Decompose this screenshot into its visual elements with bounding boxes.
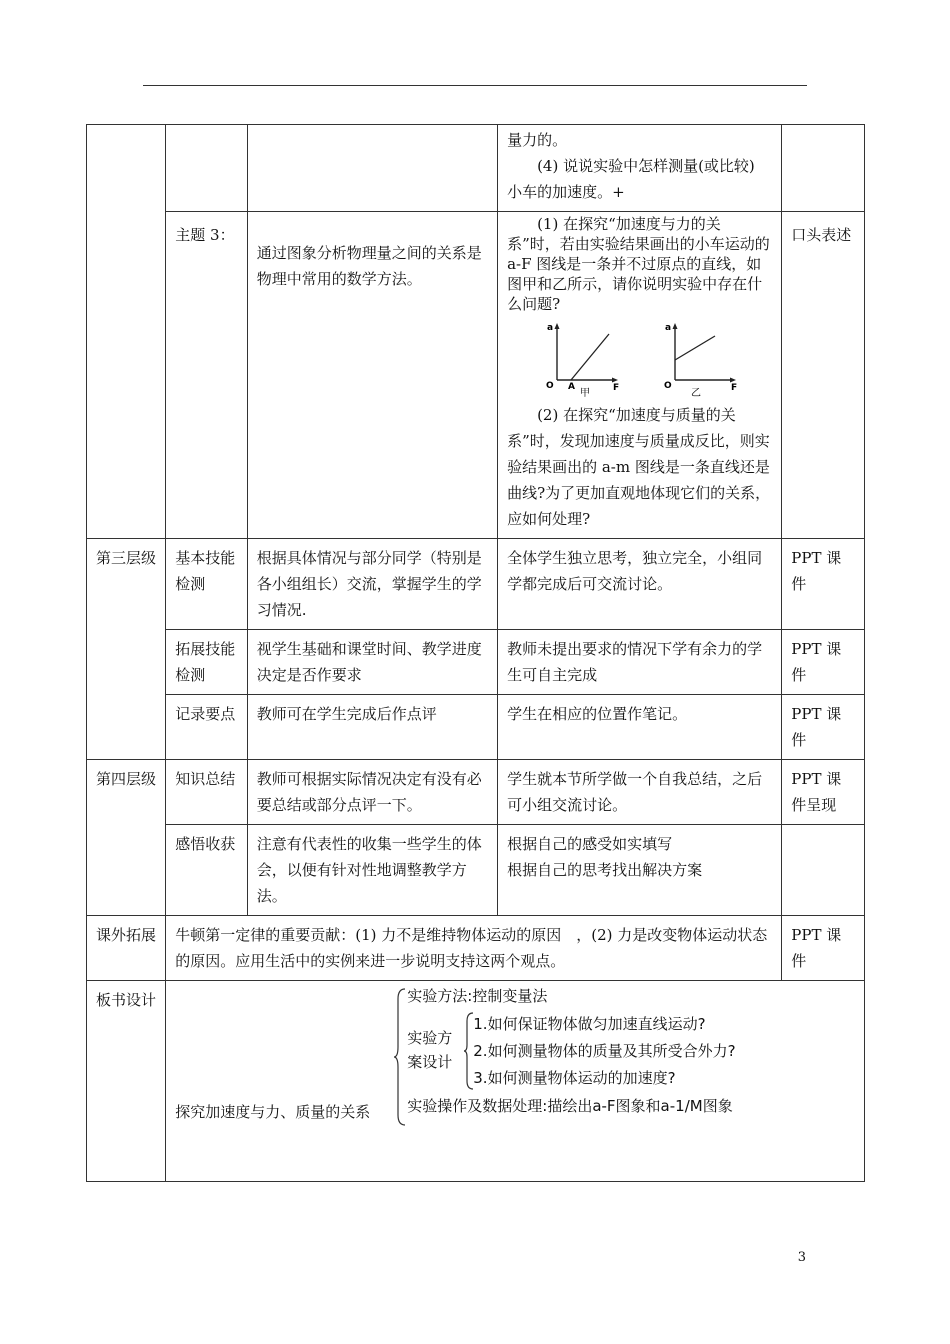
- board-design-item: 3.如何测量物体运动的加速度?: [473, 1069, 676, 1087]
- table-row: [87, 981, 865, 1182]
- page-number: 3: [797, 1250, 806, 1265]
- cell: [782, 825, 865, 916]
- outer-brace-icon: [393, 987, 407, 1127]
- cell-text: 视学生基础和课堂时间、教学进度决定是否作要求: [256, 640, 482, 684]
- cell-text: 口头表述: [791, 226, 852, 244]
- cell: [247, 825, 497, 916]
- graph-group: [507, 314, 772, 402]
- graph-axis-x: F: [731, 383, 738, 393]
- table-row: [87, 212, 865, 539]
- cell: [247, 760, 497, 825]
- cell: [166, 125, 248, 212]
- cell: [87, 760, 166, 916]
- cell-text: 学生就本节所学做一个自我总结，之后可小组交流讨论。: [507, 770, 763, 814]
- cell: [87, 539, 166, 760]
- text-line: 根据自己的思考找出解决方案: [507, 861, 703, 879]
- cell: [498, 125, 782, 212]
- cell: [166, 981, 865, 1182]
- graph-axis-x: F: [613, 383, 620, 393]
- blackboard-design: [175, 981, 855, 1181]
- cell: [782, 212, 865, 539]
- cell: [782, 539, 865, 630]
- graph-jia: [545, 320, 623, 398]
- cell: [247, 212, 497, 539]
- cell: [782, 630, 865, 695]
- graph-origin: O: [664, 381, 672, 391]
- cell: [782, 695, 865, 760]
- cell: [166, 212, 248, 539]
- cell: [166, 825, 248, 916]
- level-label: 第四层级: [96, 770, 157, 788]
- cell-text: 记录要点: [175, 705, 236, 723]
- cell-text: PPT 课件: [791, 640, 842, 684]
- cell: [87, 916, 166, 981]
- topic-label: 主题 3：: [175, 226, 235, 244]
- cell-text: 全体学生独立思考，独立完全，小组同学都完成后可交流讨论。: [507, 549, 763, 593]
- question-2: (2) 在探究“加速度与质量的关系”时，发现加速度与质量成反比，则实验结果画出的 a-m 图线是一条直线还是曲线?为了更加直观地体现它们的关系，应如何处理?: [507, 406, 771, 528]
- cell: [166, 916, 782, 981]
- cell-text: PPT 课件: [791, 549, 842, 593]
- text-line: 根据自己的感受如实填写: [507, 835, 673, 853]
- cell: [87, 125, 166, 539]
- cell-text: 教师可根据实际情况决定有没有必要总结或部分点评一下。: [256, 770, 482, 814]
- cell-text: 教师未提出要求的情况下学有余力的学生可自主完成: [507, 640, 763, 684]
- cell-text: PPT 课件: [791, 926, 842, 970]
- cell: [498, 760, 782, 825]
- cell: [247, 125, 497, 212]
- cell: [498, 695, 782, 760]
- cell: [782, 125, 865, 212]
- cell: [166, 630, 248, 695]
- board-design-item: 1.如何保证物体做匀加速直线运动?: [473, 1015, 706, 1033]
- cell: [498, 825, 782, 916]
- cell: [498, 539, 782, 630]
- cell-text: 根据具体情况与部分同学（特别是各小组组长）交流，掌握学生的学习情况.: [256, 549, 482, 619]
- level-label: 课外拓展: [96, 926, 157, 944]
- cell: [782, 916, 865, 981]
- text-line: 量力的。: [507, 131, 568, 149]
- graph-caption: 乙: [691, 388, 702, 398]
- board-design-item: 2.如何测量物体的质量及其所受合外力?: [473, 1042, 736, 1060]
- cell-text: PPT 课件: [791, 705, 842, 749]
- board-title: 探究加速度与力、质量的关系: [175, 1103, 371, 1121]
- board-design-label-1: 实验方: [407, 1029, 453, 1047]
- cell-text: 基本技能检测: [175, 549, 236, 593]
- cell-text: 教师可在学生完成后作点评: [256, 705, 437, 723]
- lesson-plan-table: [86, 124, 865, 1182]
- cell: [247, 695, 497, 760]
- header-rule: [143, 85, 807, 86]
- graph-yi: [663, 320, 741, 398]
- table-row: [87, 916, 865, 981]
- level-label: 第三层级: [96, 549, 157, 567]
- cell: [782, 760, 865, 825]
- cell: [87, 981, 166, 1182]
- cell: [166, 760, 248, 825]
- level-label: 板书设计: [96, 991, 157, 1009]
- cell: [247, 630, 497, 695]
- cell-text: 知识总结: [175, 770, 236, 788]
- cell-text: 通过图象分析物理量之间的关系是物理中常用的数学方法。: [256, 244, 482, 288]
- graph-origin: O: [546, 381, 554, 391]
- board-method: 实验方法:控制变量法: [407, 987, 548, 1005]
- cell-text: 牛顿第一定律的重要贡献：(1) 力不是维持物体运动的原因 ，(2) 力是改变物体运动状态的原因。应用生活中的实例来进一步说明支持这两个观点。: [175, 926, 768, 970]
- table-row: [87, 125, 865, 212]
- graph-axis-y: a: [665, 323, 672, 333]
- cell: [498, 212, 782, 539]
- question-1: (1) 在探究“加速度与力的关系”时，若由实验结果画出的小车运动的 a-F 图线是一条并不过原点的直线，如图甲和乙所示，请你说明实验中存在什么问题?: [507, 215, 770, 313]
- graph-intercept: A: [568, 382, 576, 392]
- cell: [247, 539, 497, 630]
- cell: [166, 539, 248, 630]
- cell-text: 拓展技能检测: [175, 640, 236, 684]
- cell-text: 注意有代表性的收集一些学生的体会，以便有针对性地调整教学方法。: [256, 835, 482, 905]
- cell-text: 学生在相应的位置作笔记。: [507, 705, 688, 723]
- graph-caption: 甲: [580, 388, 591, 398]
- board-operation: 实验操作及数据处理:描绘出a-F图象和a-1/M图象: [407, 1097, 733, 1115]
- cell-text: 感悟收获: [175, 835, 236, 853]
- board-design-label-2: 案设计: [407, 1053, 453, 1071]
- table-row: [87, 760, 865, 825]
- table-row: [87, 825, 865, 916]
- table-row: [87, 695, 865, 760]
- table-row: [87, 539, 865, 630]
- cell: [166, 695, 248, 760]
- cell: [498, 630, 782, 695]
- table-row: [87, 630, 865, 695]
- text-line: (4) 说说实验中怎样测量(或比较) 小车的加速度。+: [507, 157, 755, 201]
- graph-axis-y: a: [547, 323, 554, 333]
- cell-text: PPT 课件呈现: [791, 770, 842, 814]
